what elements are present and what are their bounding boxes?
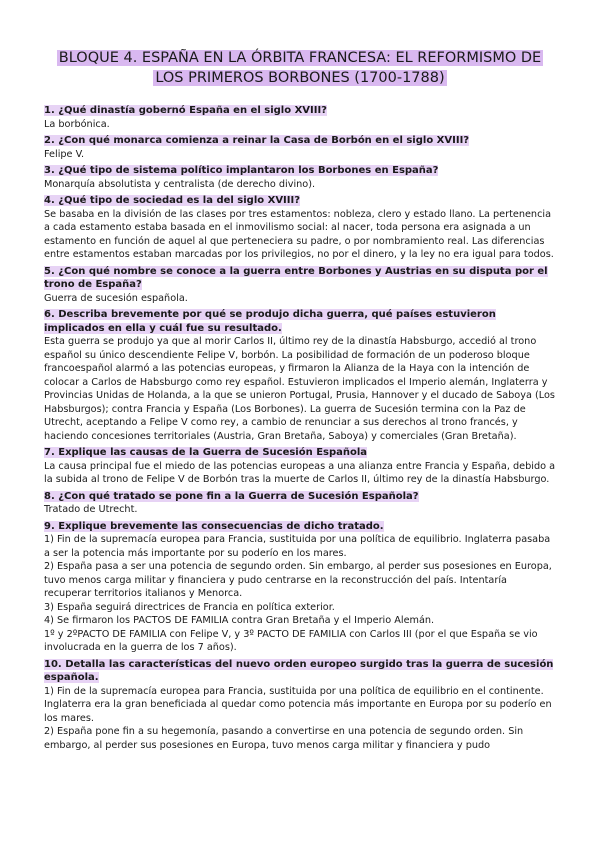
answer	[44, 148, 556, 162]
qa-item	[44, 164, 556, 191]
qa-item	[44, 265, 556, 306]
answer-paragraph: 1) Fin de la supremacía europea para Francia, sustituida por una política de equilibrio. Inglaterra pasaba a ser la potencia más importante por su poderío en los mares.	[44, 534, 551, 559]
qa-item	[44, 194, 556, 262]
question-text: 2. ¿Con qué monarca comienza a reinar la Casa de Borbón en el siglo XVIII?	[44, 135, 470, 146]
qa-item	[44, 490, 556, 517]
question-text: 10. Detalla las características del nuevo orden europeo surgido tras la guerra de sucesión española.	[44, 658, 554, 683]
answer	[44, 503, 556, 517]
qa-item	[44, 134, 556, 161]
question-heading	[44, 446, 556, 460]
answer-paragraph: 2) España pasa a ser una potencia de segundo orden. Sin embargo, al perder sus posesiones en Europa, tuvo menos carga militar y financiera y pudo centrarse en la reconstrucción del país. Intentaría recuperar territorios italianos y Menorca.	[44, 561, 552, 599]
answer	[44, 533, 556, 655]
question-text: 6. Describa brevemente por qué se produjo dicha guerra, qué países estuvieron implicados en ella y cuál fue su resultado.	[44, 309, 496, 334]
answer-paragraph: La causa principal fue el miedo de las potencias europeas a una alianza entre Francia y España, debido a la subida al trono de Felipe V de Borbón tras la muerte de Carlos II, último rey de la dinastía Habsburgo.	[44, 460, 556, 485]
question-text: 9. Explique brevemente las consecuencias de dicho tratado.	[44, 520, 384, 532]
answer	[44, 685, 556, 753]
qa-item	[44, 446, 556, 487]
answer-paragraph: Guerra de sucesión española.	[44, 292, 188, 304]
question-text: 4. ¿Qué tipo de sociedad es la del siglo XVIII?	[44, 195, 301, 206]
answer-paragraph: Felipe V.	[44, 148, 85, 160]
question-text: 1. ¿Qué dinastía gobernó España en el siglo XVIII?	[44, 105, 327, 116]
question-text: 8. ¿Con qué tratado se pone fin a la Guerra de Sucesión Española?	[44, 490, 419, 502]
question-heading	[44, 104, 556, 118]
question-heading	[44, 520, 556, 534]
qa-item	[44, 308, 556, 443]
answer	[44, 178, 556, 192]
answer	[44, 460, 556, 487]
answer-paragraph: 3) España seguirá directrices de Francia en política exterior.	[44, 601, 335, 613]
document-title	[44, 48, 556, 88]
answer-paragraph: 1) Fin de la supremacía europea para Francia, sustituida por una política de equilibrio en el continente. Inglaterra era la gran beneficiada al quedar como potencia más importante en Europa por su poderío en los mares.	[44, 685, 552, 724]
document-page	[44, 48, 556, 755]
answer-paragraph: 4) Se firmaron los PACTOS DE FAMILIA contra Gran Bretaña y el Imperio Alemán.	[44, 615, 435, 626]
answer	[44, 118, 556, 132]
question-heading	[44, 134, 556, 148]
question-text: 7. Explique las causas de la Guerra de Sucesión Española	[44, 447, 368, 458]
answer	[44, 335, 556, 443]
question-heading	[44, 265, 556, 292]
answer-paragraph: Se basaba en la división de las clases por tres estamentos: nobleza, clero y estado llano. La pertenencia a cada estamento estaba basada en el inmovilismo social: al nacer, toda persona era asignada a un estamento en función de aquel al que perteneciera su padre, o por nombramiento real. Las diferencias entre estamentos estaban marcadas por los privilegios, no por el dinero, y la ley no era igual para todos.	[44, 208, 554, 260]
qa-item	[44, 104, 556, 131]
question-text: 3. ¿Qué tipo de sistema político implantaron los Borbones en España?	[44, 165, 439, 176]
question-heading	[44, 658, 556, 685]
answer-paragraph: Esta guerra se produjo ya que al morir Carlos II, último rey de la dinastía Habsburgo, accedió al trono español su único descendiente Felipe V, borbón. La posibilidad de formación de un poderoso bloque francoespañol alarmó a las potencias europeas, y firmaron la Alianza de la Haya con la intención de colocar a Carlos de Habsburgo como rey español. Estuvieron implicados el Imperio alemán, Inglaterra y Provincias Unidas de Holanda, a la que se unieron Portugal, Prusia, Hannover y el ducado de Saboya (Los Habsburgos); contra Francia y España (Los Borbones). La guerra de Sucesión termina con la Paz de Utrecht, aceptando a Felipe V como rey, a cambio de renunciar a sus derechos al trono francés, y haciendo concesiones territoriales (Austria, Gran Bretaña, Saboya) y comerciales (Gran Bretaña).	[44, 336, 555, 442]
answer-paragraph: Monarquía absolutista y centralista (de derecho divino).	[44, 178, 316, 190]
title-text: BLOQUE 4. ESPAÑA EN LA ÓRBITA FRANCESA: EL REFORMISMO DE LOS PRIMEROS BORBONES (1700-1788)	[58, 50, 542, 86]
qa-item	[44, 658, 556, 753]
question-heading	[44, 308, 556, 335]
answer-paragraph: 1º y 2ºPACTO DE FAMILIA con Felipe V, y 3º PACTO DE FAMILIA con Carlos III (por el que España se vio involucrada en la guerra de los 7 años).	[44, 628, 538, 653]
question-heading	[44, 164, 556, 178]
answer-paragraph: 2) España pone fin a su hegemonía, pasando a convertirse en una potencia de segundo orden. Sin embargo, al perder sus posesiones en Europa, tuvo menos carga militar y financiera y pudo	[44, 726, 524, 751]
question-heading	[44, 194, 556, 208]
question-heading	[44, 490, 556, 504]
answer-paragraph: Tratado de Utrecht.	[44, 504, 138, 515]
qa-list	[44, 104, 556, 752]
answer-paragraph: La borbónica.	[44, 118, 110, 130]
answer	[44, 208, 556, 262]
question-text: 5. ¿Con qué nombre se conoce a la guerra entre Borbones y Austrias en su disputa por el trono de España?	[44, 265, 548, 290]
answer	[44, 292, 556, 306]
qa-item	[44, 520, 556, 655]
